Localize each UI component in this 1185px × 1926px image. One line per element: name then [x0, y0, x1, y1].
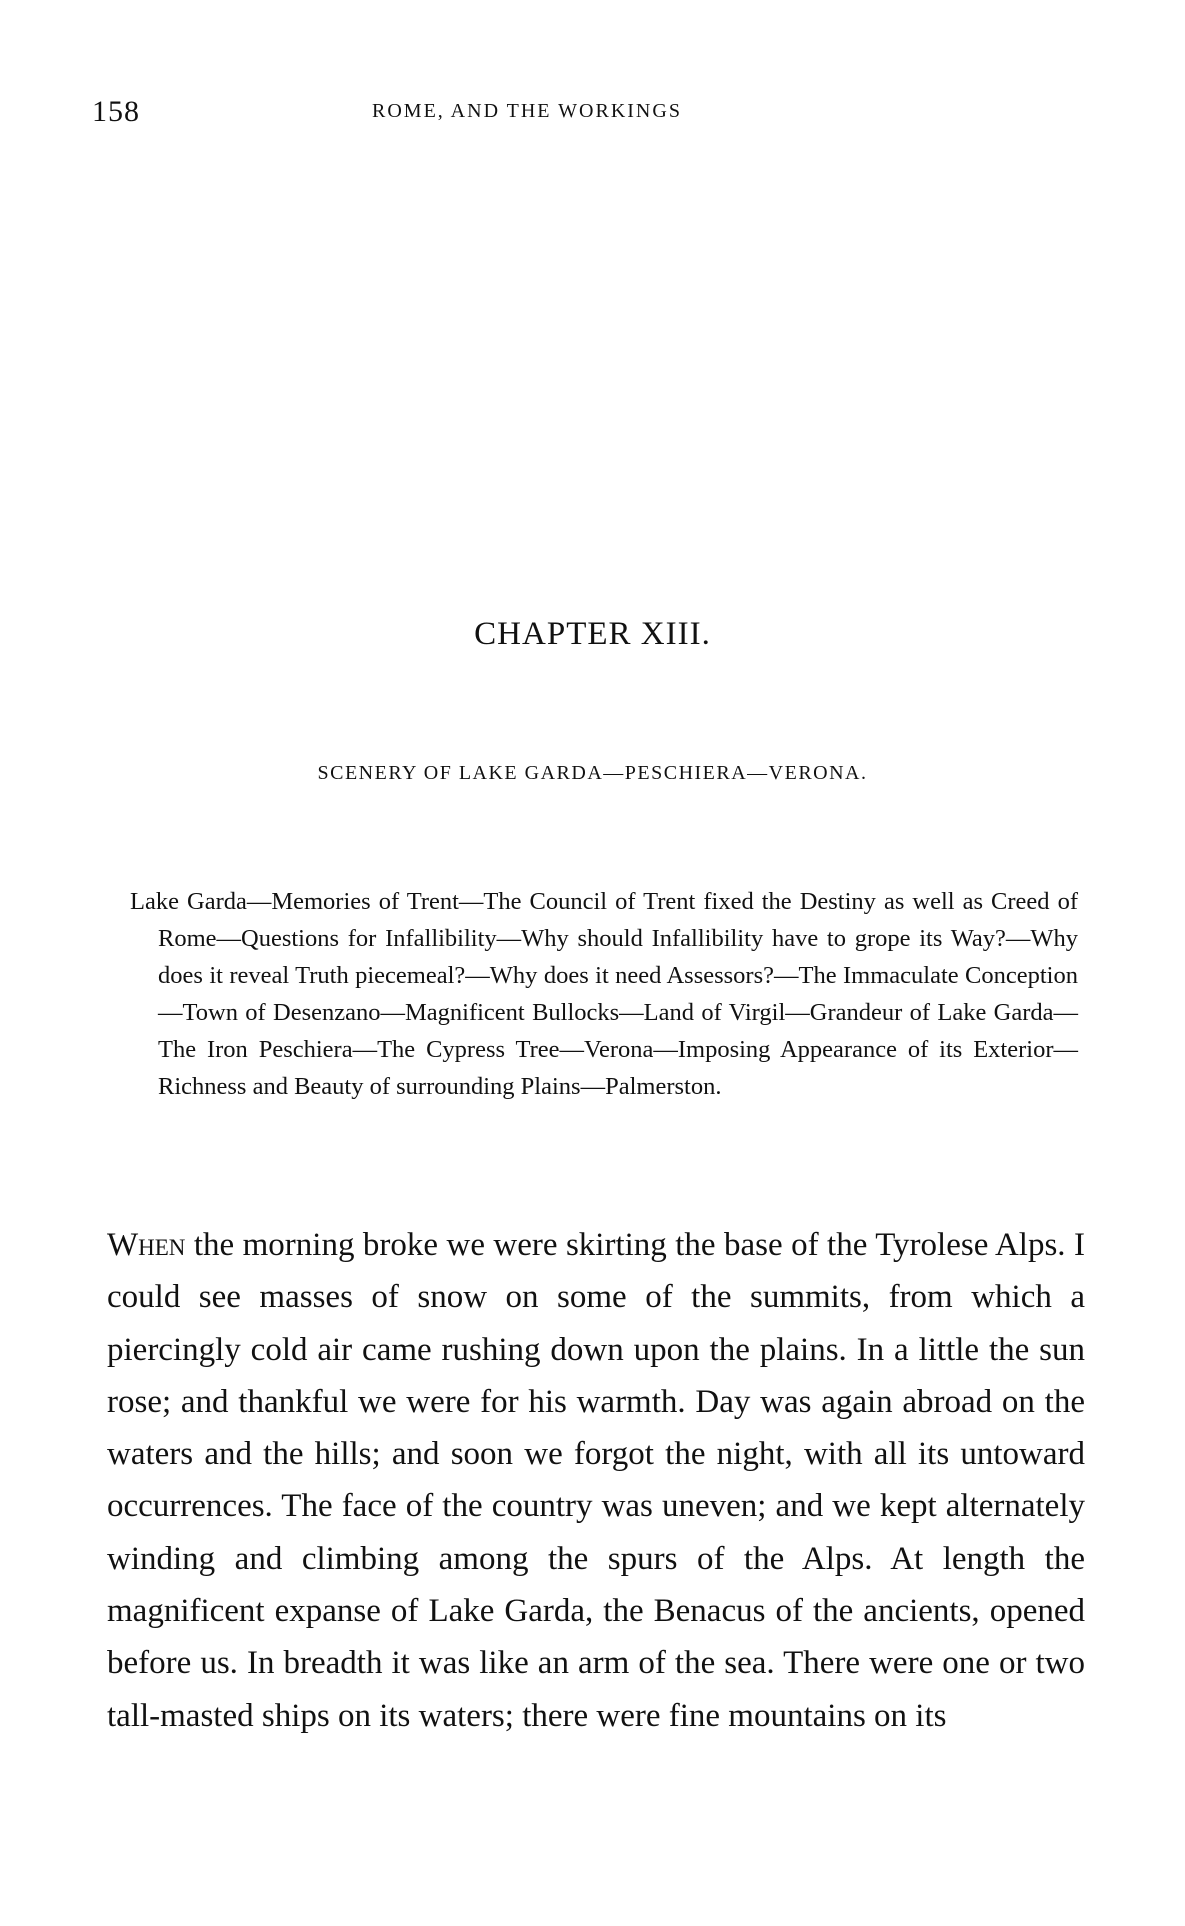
opening-word: When	[107, 1227, 186, 1263]
body-paragraph	[107, 1219, 1085, 1742]
page-number: 158	[92, 95, 140, 128]
running-head: ROME, AND THE WORKINGS	[372, 100, 682, 122]
chapter-synopsis: Lake Garda—Memories of Trent—The Council of Trent fixed the Destiny as well as Creed of Rome—Questions for Infallibility—Why should Infallibility have to grope its Way?—Why does it reveal Truth piecemeal?—Why does it need Assessors?—The Immaculate Conception—Town of Desenzano—Magnificent Bullocks—Land of Virgil—Grandeur of Lake Garda—The Iron Peschiera—The Cypress Tree—Verona—Imposing Appearance of its Exterior—Richness and Beauty of surrounding Plains—Palmerston.	[130, 888, 1078, 1100]
body-paragraph-text: the morning broke we were skirting the base of the Tyrolese Alps. I could see masses of snow on some of the summits, from which a piercingly cold air came rushing down upon the plains. In a little the sun rose; and thankful we were for his warmth. Day was again abroad on the waters and the hills; and soon we forgot the night, with all its untoward occurrences. The face of the country was uneven; and we kept alternately winding and climbing among the spurs of the Alps. At length the magnificent expanse of Lake Garda, the Benacus of the ancients, opened before us. In breadth it was like an arm of the sea. There were one or two tall-masted ships on its waters; there were fine mountains on its	[107, 1227, 1085, 1734]
chapter-title: CHAPTER XIII.	[474, 616, 711, 652]
chapter-subtitle: SCENERY OF LAKE GARDA—PESCHIERA—VERONA.	[317, 762, 868, 784]
